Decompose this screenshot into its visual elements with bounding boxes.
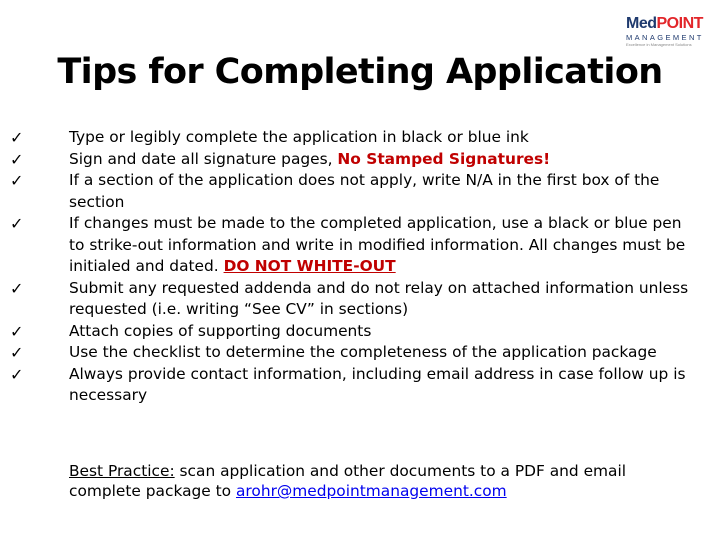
medpoint-logo — [626, 16, 706, 50]
tip-text: If changes must be made to the completed application, use a black or blue pen to strike-out information and write in modified information. All changes must be initialed and dated. — [69, 214, 686, 275]
checkmark-icon: ✓ — [10, 278, 24, 298]
email-link[interactable]: arohr@medpointmanagement.com — [236, 482, 507, 500]
tip-text: Type or legibly complete the application in black or blue ink — [69, 128, 529, 146]
page-title: Tips for Completing Application — [57, 52, 663, 92]
tip-item — [10, 149, 700, 171]
tip-item — [10, 321, 700, 343]
tips-list — [10, 127, 700, 407]
checkmark-icon: ✓ — [10, 364, 24, 384]
tip-text: If a section of the application does not apply, write N/A in the first box of the section — [69, 171, 660, 211]
tip-text: Attach copies of supporting documents — [69, 321, 372, 340]
tip-item — [10, 170, 700, 213]
logo-tagline: Excellence in Management Solutions — [626, 42, 692, 47]
best-practice-note — [69, 461, 689, 501]
tip-item — [10, 342, 700, 364]
tip-item — [10, 127, 700, 149]
checkmark-icon: ✓ — [10, 171, 24, 190]
tip-item — [10, 213, 700, 278]
best-practice-text: scan application and other documents to a PDF and email complete package to — [69, 462, 627, 500]
tip-item — [10, 364, 700, 407]
tip-text: Use the checklist to determine the completeness of the application package — [69, 343, 657, 361]
checkmark-icon: ✓ — [10, 321, 24, 341]
logo-point: POINT — [656, 15, 703, 32]
best-practice-label: Best Practice: — [69, 462, 175, 480]
logo-med: Med — [626, 15, 657, 32]
tip-item — [10, 278, 700, 321]
checkmark-icon: ✓ — [10, 343, 24, 362]
checkmark-icon: ✓ — [10, 128, 24, 147]
tip-highlight: DO NOT WHITE-OUT — [223, 257, 396, 275]
logo-management: MANAGEMENT — [626, 33, 704, 42]
tip-text: Sign and date all signature pages, — [69, 149, 338, 168]
tip-text: Always provide contact information, including email address in case follow up is necessary — [69, 364, 686, 404]
checkmark-icon: ✓ — [10, 214, 24, 233]
tip-text: Submit any requested addenda and do not relay on attached information unless requested (i.e. writing “See CV” in sections) — [69, 278, 689, 318]
checkmark-icon: ✓ — [10, 149, 24, 169]
logo-wordmark — [626, 16, 706, 32]
tip-highlight: No Stamped Signatures! — [337, 149, 551, 168]
